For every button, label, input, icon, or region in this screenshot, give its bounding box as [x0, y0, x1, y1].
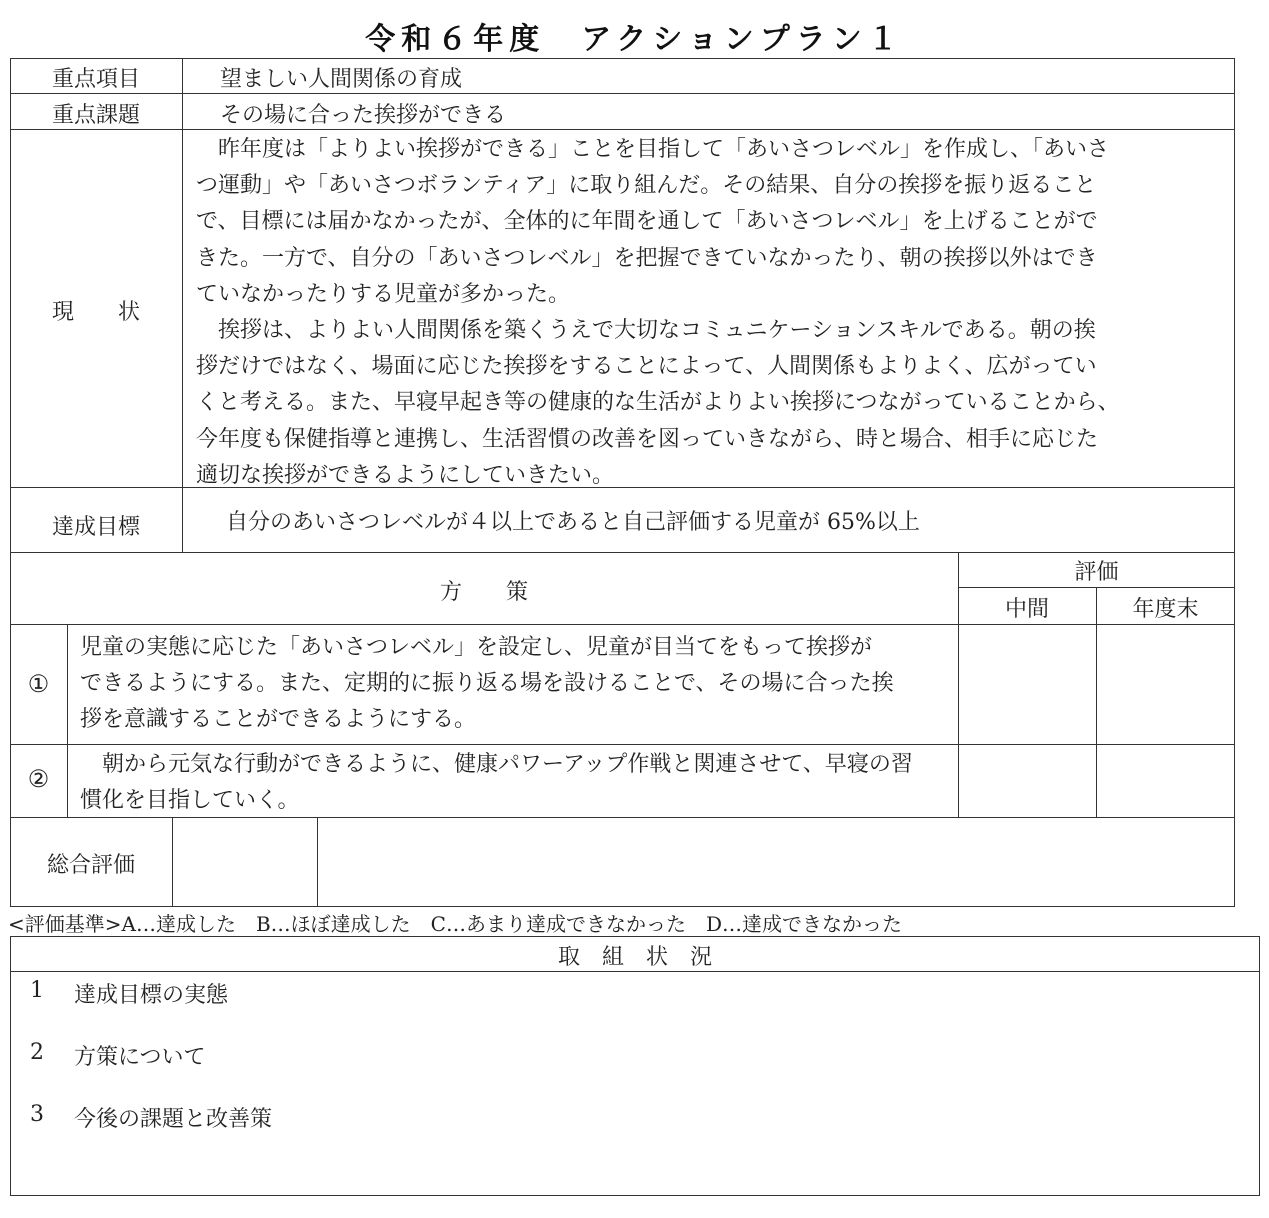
status-line: くと考える。また、早寝早起き等の健康的な生活がよりよい挨拶につながっていることから、: [196, 390, 1120, 416]
focus-issue-label: 重点課題: [51, 103, 140, 128]
measures-header: 方 策: [439, 580, 528, 605]
page-title: 令和６年度 アクションプラン１: [365, 22, 904, 57]
measures-header-divider: [10, 624, 1235, 625]
eval-header-divider: [958, 587, 1235, 588]
status-line: 昨年度は「よりよい挨拶ができる」ことを目指して「あいさつレベル」を作成し、「あいさ: [196, 137, 1110, 162]
measure-1-mark: ①: [27, 670, 50, 698]
progress-item-1-text: 達成目標の実態: [74, 983, 229, 1008]
focus-issue-value: その場に合った挨拶ができる: [220, 103, 507, 128]
mark-column-divider: [67, 624, 68, 818]
status-line: つ運動」や「あいさつボランティア」に取り組んだ。その結果、自分の挨拶を振り返ること: [196, 173, 1097, 199]
status-line: 適切な挨拶ができるようにしていきたい。: [196, 462, 615, 488]
eval-criteria-note: <評価基準>A…達成した B…ほぼ達成した C…あまり達成できなかった D…達成できなかった: [8, 912, 902, 936]
measure-line: 拶を意識することができるようにする。: [80, 707, 477, 732]
overall-eval-row: [10, 817, 1235, 907]
focus-item-label: 重点項目: [51, 67, 140, 92]
status-text: [196, 132, 1120, 494]
status-label: 現 状: [51, 300, 140, 325]
measure-line: 児童の実態に応じた「あいさつレベル」を設定し、児童が目当てをもって挨拶が: [80, 635, 873, 660]
status-line: で、目標には届かなかったが、全体的に年間を通して「あいさつレベル」を上げることがで: [196, 209, 1098, 235]
status-line: きた。一方で、自分の「あいさつレベル」を把握できていなかったり、朝の挨拶以外はでき: [196, 245, 1098, 271]
measure-line: 慣化を目指していく。: [80, 788, 300, 813]
eval-end-header: 年度末: [1132, 597, 1199, 622]
status-line: ていなかったりする児童が多かった。: [196, 281, 571, 307]
measure-2-text: [80, 747, 913, 819]
eval-header: 評価: [1074, 560, 1119, 585]
row-divider: [10, 93, 1235, 94]
status-line: 拶だけではなく、場面に応じた挨拶をすることによって、人間関係もよりよく、広がってい: [196, 354, 1097, 380]
measure-1-text: [80, 630, 894, 738]
overall-divider: [317, 817, 318, 907]
status-line: 今年度も保健指導と連携し、生活習慣の改善を図っていきながら、時と場合、相手に応じた: [196, 426, 1099, 452]
measure-line: 朝から元気な行動ができるように、健康パワーアップ作戦と関連させて、早寝の習: [80, 752, 913, 777]
measure-2-mark: ②: [27, 765, 50, 793]
progress-header: 取 組 状 況: [557, 945, 712, 970]
label-column-divider: [182, 58, 183, 553]
goal-value: 自分のあいさつレベルが４以上であると自己評価する児童が 65%以上: [226, 510, 920, 535]
progress-header-divider: [10, 971, 1260, 972]
progress-item-3-text: 今後の課題と改善策: [74, 1107, 273, 1132]
progress-item-3-num: 3: [30, 1102, 44, 1127]
progress-item-2-text: 方策について: [74, 1045, 206, 1070]
overall-eval-label: 総合評価: [46, 853, 135, 878]
status-line: 挨拶は、よりよい人間関係を築くうえで大切なコミュニケーションスキルである。朝の挨: [196, 318, 1096, 344]
measure-row-divider: [10, 744, 1235, 745]
eval-mid-header: 中間: [1004, 597, 1049, 622]
row-divider: [10, 129, 1235, 130]
overall-divider: [172, 817, 173, 907]
focus-item-value: 望ましい人間関係の育成: [220, 67, 463, 92]
goal-label: 達成目標: [51, 515, 140, 540]
progress-item-2-num: 2: [30, 1040, 44, 1065]
measure-line: できるようにする。また、定期的に振り返る場を設けることで、その場に合った挨: [80, 671, 894, 696]
progress-item-1-num: 1: [30, 978, 44, 1003]
